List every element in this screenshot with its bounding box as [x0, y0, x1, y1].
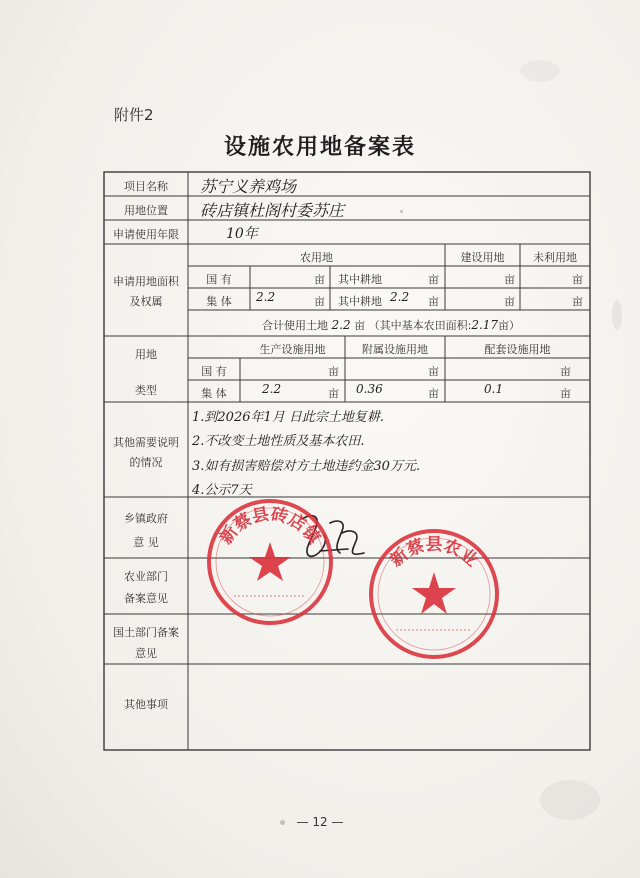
- production-facility-header: 生产设施用地: [259, 343, 326, 356]
- notes-label-line2: 的情况: [129, 456, 163, 469]
- unit-mu: 亩: [428, 365, 439, 378]
- usage-label-line2: 类型: [135, 384, 157, 397]
- form-title: 设施农用地备案表: [223, 135, 416, 160]
- agri-dept-label-line2: 备案意见: [124, 592, 168, 605]
- note-line-4: 4.公示7天: [192, 483, 252, 498]
- production-value: 2.2: [262, 382, 282, 396]
- note-line-2: 2.不改变土地性质及基本农田.: [192, 434, 365, 449]
- note-line-3: 3.如有损害赔偿对方土地违约金30万元.: [192, 459, 421, 474]
- note-line-1: 1.到2026年1月 日此宗土地复耕.: [192, 410, 385, 425]
- supporting-facility-header: 配套设施用地: [484, 343, 551, 356]
- total-area-row: [262, 317, 520, 333]
- unit-mu: 亩: [328, 365, 339, 378]
- agriculture-dept-seal-stamp: [366, 526, 502, 662]
- township-label-line2: 意 见: [133, 536, 159, 549]
- basic-farmland-value: 2.17: [471, 318, 499, 332]
- agriculture-seal-text: 新蔡县农业: [386, 535, 482, 571]
- basic-farmland-label: （其中基本农田面积:: [368, 319, 472, 332]
- page-number: — 12 —: [296, 815, 344, 829]
- unit-mu: 亩: [560, 387, 571, 400]
- total-value: 2.2: [331, 318, 351, 332]
- land-dept-label-line1: 国土部门备案: [113, 626, 179, 639]
- auxiliary-value: 0.36: [356, 382, 383, 396]
- usage-state-label: 国 有: [201, 365, 227, 378]
- usage-label-line1: 用地: [135, 348, 157, 361]
- unit-mu: 亩: [428, 273, 439, 286]
- arable-label: 其中耕地: [338, 273, 382, 286]
- township-seal-text: 新蔡县砖店镇: [216, 504, 324, 549]
- total-label: 合计使用土地: [262, 319, 328, 332]
- agri-land-header: 农用地: [300, 251, 333, 264]
- unit-mu: 亩: [504, 273, 515, 286]
- usage-collective-label: 集 体: [201, 387, 227, 400]
- collective-area-value: 2.2: [256, 290, 276, 304]
- supporting-value: 0.1: [484, 382, 504, 396]
- township-label-line1: 乡镇政府: [124, 512, 168, 525]
- township-seal-stamp: [204, 496, 336, 628]
- location-label: 用地位置: [124, 204, 168, 217]
- collective-label: 集 体: [206, 295, 232, 308]
- land-dept-label-line2: 意见: [135, 647, 157, 660]
- area-label-line2: 及权属: [129, 295, 163, 308]
- period-value: 10年: [226, 226, 258, 242]
- area-label-line1: 申请用地面积: [113, 275, 179, 288]
- unit-mu: 亩: [314, 295, 325, 308]
- unit-mu: 亩: [328, 387, 339, 400]
- project-name-label: 项目名称: [124, 180, 168, 193]
- auxiliary-facility-header: 附属设施用地: [362, 343, 428, 356]
- construction-land-header: 建设用地: [460, 251, 505, 264]
- collective-arable-value: 2.2: [390, 290, 410, 304]
- unit-mu: 亩: [314, 273, 325, 286]
- unit-mu: 亩: [428, 295, 439, 308]
- unit-mu: 亩: [504, 295, 515, 308]
- agri-dept-label-line1: 农业部门: [124, 570, 168, 583]
- unit-mu: 亩: [428, 387, 439, 400]
- arable-label: 其中耕地: [338, 295, 382, 308]
- basic-farmland-unit: 亩）: [498, 319, 521, 332]
- location-value: 砖店镇杜阁村委苏庄: [200, 201, 345, 220]
- other-items-label: 其他事项: [124, 698, 168, 711]
- period-label: 申请使用年限: [113, 228, 179, 241]
- unit-mu: 亩: [572, 295, 583, 308]
- unit-mu: 亩: [572, 273, 583, 286]
- total-unit: 亩: [354, 319, 366, 332]
- state-owned-label: 国 有: [206, 273, 232, 286]
- unused-land-header: 未利用地: [533, 251, 577, 264]
- attachment-label: 附件2: [114, 106, 154, 124]
- notes-label-line1: 其他需要说明: [113, 436, 179, 449]
- svg-text:新蔡县砖店镇: [215, 503, 325, 548]
- unit-mu: 亩: [560, 365, 571, 378]
- project-name-value: 苏宁义养鸡场: [200, 177, 297, 196]
